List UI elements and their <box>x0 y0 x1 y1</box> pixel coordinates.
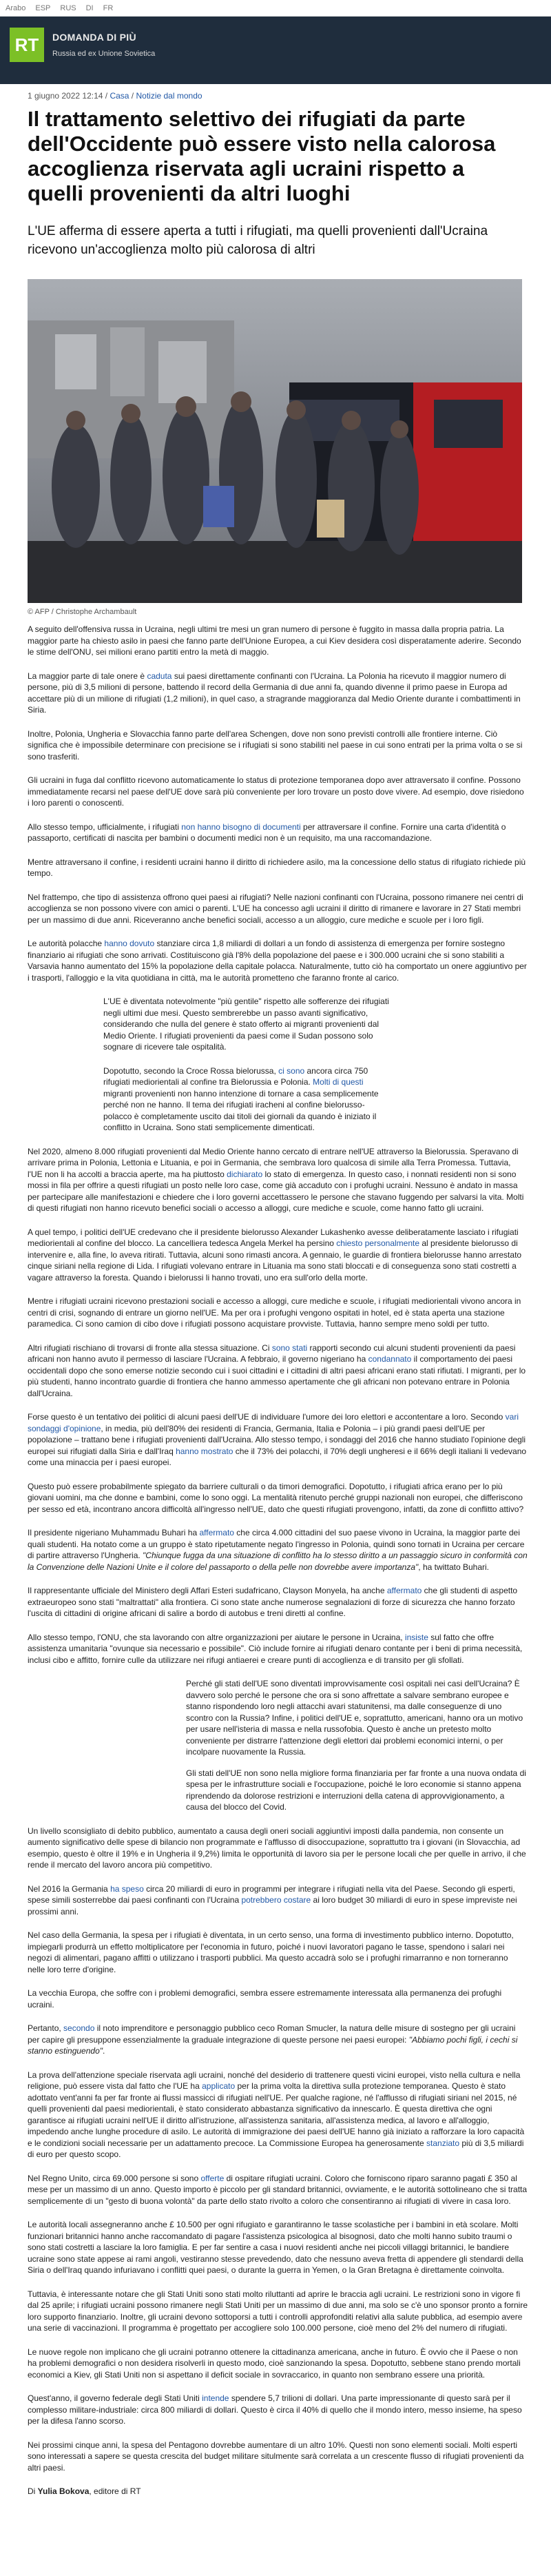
paragraph-text: il comportamento dei paesi occidentali dopo che sono emerse notizie secondo cui i suoi cittadini e i cittadini di altri paesi africani erano stati rifiutati. I migranti, per lo più studenti, hanno incontrato guardie di frontiera che hanno ammesso apertamente che gli africani non potevano entrare in Polonia dall'Ucraina. <box>28 1354 526 1398</box>
breadcrumb-home[interactable]: Casa <box>110 91 129 101</box>
inline-link[interactable]: ci sono <box>278 1065 305 1076</box>
site-header <box>0 17 551 84</box>
paragraph-text: che gli studenti di aspetto extraeuropeo sono stati "maltrattati" alla frontiera. Ci sono state anche numerose segnalazioni di forze di sicurezza che hanno forzato l'uscita di cittadini di origine africani di salire a bordo di autobus e treni diretti al confine. <box>28 1586 518 1618</box>
article-paragraph <box>28 1585 528 1619</box>
article-paragraph <box>28 1296 528 1330</box>
inline-link[interactable]: applicato <box>202 2081 236 2091</box>
inline-link[interactable]: stanziato <box>426 2138 460 2148</box>
article-paragraph: Mentre attraversano il confine, i residenti ucraini hanno il diritto di richiedere asilo, ma la concessione dello status di rifugiato richiede più tempo. <box>28 857 526 878</box>
inline-link[interactable]: hanno mostrato <box>176 1446 233 1456</box>
article-paragraph <box>28 1411 528 1469</box>
author-byline <box>28 2486 528 2497</box>
paragraph-text: La prova dell'attenzione speciale riservata agli ucraini, nonché del desiderio di trattenere questi vicini europei, visto nella cultura e nella religione, può essere vista dal fatto che l'UE ha <box>28 2069 521 2091</box>
article-paragraph <box>103 996 393 1053</box>
top-language-bar <box>0 0 551 17</box>
article-paragraph: Tuttavia, è interessante notare che gli Stati Uniti sono stati molto riluttanti ad aprire le braccia agli ucraini. Le restrizioni sono in vigore fi dal 25 aprile; i rifugiati ucraini possono rimanere negli Stati Uniti per un massimo di due anni, ma solo se c'è uno sponsor pronto a fornire loro supporto finanziario. Inoltre, gli ucraini devono sottoporsi a tutti i controlli approfonditi relativi alla salute pubblica, ad esempio avere una serie di vaccinazioni. Il programma è progettato per accogliere solo 100.000 persone, cioè meno del 2% del numero di rifugiati. <box>28 2289 528 2333</box>
article-paragraph: Le autorità locali assegneranno anche £ 10.500 per ogni rifugiato e garantiranno le tasse scolastiche per i bambini in età scolare. Molti funzionari britannici hanno anche raccomandato di pagare l'assistenza psicologica al bisognosi, dato che molti hanno subito traumi o sono stati costretti a lasciare la loro famiglia. E per far sentire a casa i nuovi residenti anche nei piccoli villaggi britannici, le bandiere ucraine sono state appese ai rami angoli, vestiranno stesse prevedendo, dato che nessuno aveva fretta di appendere gli stendardi della Siria o dell'Iraq quando infuriavano i conflitti quei paesi, o durante la guerra in Yemen, o la Gran Bretagna è direttamente coinvolta. <box>28 2220 523 2275</box>
inline-quote: "Chiunque fugga da una situazione di conflitto ha lo stesso diritto a un passaggio sicuro in conformità con la Convenzione delle Nazioni Unite e il colore del passaporto o della pelle non dovrebbe avere importanza" <box>28 1551 528 1572</box>
article-paragraph: Gli stati dell'UE non sono nella migliore forma finanziaria per far fronte a una nuova ondata di spesa per le infrastrutture sociali e l'occupazione, poiché le loro economie si stanno appena riprendendo da dolorose restrizioni e interruzioni della catena di approvvigionamento, a causa del blocco del Covid. <box>186 1768 526 1812</box>
article-paragraph <box>28 1342 528 1400</box>
paragraph-text: ancora circa 750 rifugiati mediorientali al confine tra Bielorussia e Polonia. <box>103 1065 368 1087</box>
publish-date: 1 giugno 2022 12:14 <box>28 91 103 101</box>
author-name[interactable]: Yulia Bokova <box>37 2486 90 2496</box>
section-tagline[interactable]: Russia ed ex Unione Sovietica <box>52 50 156 58</box>
paragraph-text: Nel 2020, almeno 8.000 rifugiati provenienti dal Medio Oriente hanno cercato di entrare nell'UE attraverso la Bielorussia. Speravano di arrivare prima in Polonia, Lettonia e Lituania, e poi in Germania, che sembrava loro qualcosa di simile alla Terra Promessa. Tuttavia, l'UE non li ha accolti a braccia aperte, ma ha piuttosto <box>28 1146 519 1179</box>
article-photo <box>28 279 522 603</box>
article-title: Il trattamento selettivo dei rifugiati da parte dell'Occidente può essere visto nella calorosa accoglienza riservata agli ucraini rispetto a quelli provenienti da altri luoghi <box>28 107 496 205</box>
refugees-train-photo <box>28 279 522 603</box>
article-paragraph <box>28 1227 528 1284</box>
inline-link[interactable]: hanno dovuto <box>104 939 155 948</box>
inline-link[interactable]: dichiarato <box>227 1169 263 1179</box>
paragraph-text: Le autorità polacche <box>28 939 105 948</box>
article-paragraph: Perché gli stati dell'UE sono diventati improvvisamente così ospitali nei casi dell'Ucraina? È davvero solo perché le persone che ora si sono affrettate a salvare sembrano europee e stanno rispondendo loro negli attacchi avari statunitensi, ma dalle conseguenze di uno scontro con la Russia? Infine, i politici dell'UE e, soprattutto, americani, hanno ora un motivo per usare nell'isteria di massa e nella russofobia. Questo è anche un pretesto molto conveniente per distrarre l'attenzione degli elettori dai problemi economici interni, o per incolpare nuovamente la Russia. <box>186 1679 523 1757</box>
photo-caption: © AFP / Christophe Archambault <box>28 608 137 616</box>
inline-link[interactable]: affermato <box>199 1528 234 1537</box>
paragraph-text: migranti provenienti non hanno intenzione di tornare a casa semplicemente perché non ne hanno. Il tema dei rifugiati iracheni al confine bielorusso-polacco è completamente uscito dai titoli dei giornali da quando è iniziato il conflitto in Ucraina. Sono stati semplicemente dimenticati. <box>103 1088 379 1132</box>
paragraph-text: per la prima volta la direttiva sulla protezione temporanea. Questo è stato adottato vent'anni fa per far fronte ai flussi massicci di rifugiati nell'UE. Per qualche ragione, né l'afflusso di rifugiati siriani nel 2015, né quelli provenienti dal paesi mediorientali, è stato considerato abbastanza significativo da innescarlo. È questa direttiva che ogni garantisce ai rifugiati ucraini nell'UE il diritto all'istruzione, all'assistenza sanitaria, all'assistenza medica, al lavoro e all'alloggio, impedendo anche lunghe procedure di asilo. Le autorità di immigrazione dei paesi dell'UE hanno già iniziato a rafforzare la loro capacità e le condizioni sociali necessarie per un adattamento precoce. La Commissione Europea ha generosamente <box>28 2081 525 2148</box>
article-paragraph: Nei prossimi cinque anni, la spesa del Pentagono dovrebbe aumentare di un altro 10%. Questi non sono elementi sociali. Molti esperti sono interessati a sapere se questa crescita del budget militare situlmente sarà correlata a un crescente flusso di rifugiati provenienti da altri paesi. <box>28 2440 524 2473</box>
inline-link[interactable]: condannato <box>368 1354 412 1364</box>
article-body <box>28 624 528 2510</box>
byline-suffix: , editore di RT <box>89 2486 141 2496</box>
inline-link[interactable]: ha speso <box>110 1883 144 1894</box>
article-paragraph: Questo può essere probabilmente spiegato da barriere culturali o da timori demografici. Dopotutto, i rifugiati africa erano per lo più giovani uomini, ma che donne e bambini, come lo sono oggi. La mentalità ritenuto perché gruppi nazionali non europei, che differiscono per sesso ed età, incontrano ancora difficoltà all'ingresso nell'UE, dato che questi rifugiati provengono, infatti, da zone di conflitto attivo? <box>28 1481 524 1514</box>
inline-link[interactable]: caduta <box>147 671 172 681</box>
article-paragraph: La vecchia Europa, che soffre con i problemi demografici, sembra essere estremamente interessata alla permanenza dei profughi ucraini. <box>28 1988 502 2010</box>
inline-link[interactable]: intende <box>202 2393 229 2403</box>
paragraph-text: che circa 4.000 cittadini del suo paese vivono in Ucraina, la maggior parte dei quali studenti. Ha notato come a un gruppo è stato ripetutamente negato l'ingresso in Polonia, quindi sono tornati in Ucraina per cercare di partire attraverso l'Ungheria. <box>28 1528 525 1560</box>
breadcrumb-section[interactable]: Notizie dal mondo <box>136 91 202 101</box>
paragraph-text: Dopotutto, secondo la Croce Rossa bielorussa, <box>103 1065 279 1076</box>
paragraph-text: sui paesi direttamente confinanti con l'Ucraina. La Polonia ha ricevuto il maggior numero di persone, più di 3,5 milioni di persone, battendo il record della Germania di due anni fa, quando divenne il primo paese in Europa ad accettare più di un milione di rifugiati (1,2 milioni), in quel caso, a stragrande maggioranza dal Medio Oriente durante i combattimenti in Siria. <box>28 671 521 715</box>
lang-link[interactable]: Arabo <box>6 3 26 12</box>
paragraph-text: il noto imprenditore e personaggio pubblico ceco Roman Smucler, la natura delle misure di sostegno per gli ucraini per capire gli presuppone essenzialmente la graduale integrazione di queste persone nei paesi europei: <box>28 2023 516 2045</box>
article-lead: L'UE afferma di essere aperta a tutti i rifugiati, ma quelli provenienti dall'Ucraina ricevono un'accoglienza molto più calorosa di altri <box>28 224 488 257</box>
inline-link[interactable]: insiste <box>404 1632 428 1642</box>
paragraph-text: Pertanto, <box>28 2023 64 2033</box>
paragraph-text: circa 20 miliardi di euro in programmi per integrare i rifugiati nella vita del Paese. Secondo gli esperti, spese simili sosterrebbe dai paesi confinanti con l'Ucraina <box>28 1883 515 1905</box>
paragraph-text: Forse questo è un tentativo dei politici di alcuni paesi dell'UE di individuare l'umore dei loro elettori e accontentare a loro. Secondo <box>28 1412 506 1422</box>
paragraph-text: che il 73% dei polacchi, il 70% degli ungheresi e il 66% degli italiani li vedevano come una minaccia per i paesi europei. <box>28 1446 527 1467</box>
paragraph-text: Allo stesso tempo, ufficialmente, i rifugiati <box>28 821 182 832</box>
article-paragraph <box>28 2173 528 2207</box>
paragraph-text: Mentre i rifugiati ucraini ricevono prestazioni sociali e accesso a alloggi, cure mediche e scuole, i rifugiati mediorientali vivono ancora in centri di crisi, sognando di entrare un giorno nell'UE. Ma per ora i profughi vengono ospitati in hotel, ed è stata aperta una stazione paramedica. Ci sono camion di cibo dove i rifugiati possono acquistare provviste. Tuttavia, hanno sempre meno soldi per tutto. <box>28 1296 521 1329</box>
article-paragraph <box>28 2393 528 2427</box>
paragraph-text: Nel Regno Unito, circa 69.000 persone si sono <box>28 2173 201 2183</box>
rt-logo[interactable]: RT <box>10 28 44 62</box>
meta-sep: / <box>129 91 136 101</box>
article-paragraph <box>28 1883 528 1918</box>
lang-link[interactable]: RUS <box>60 3 76 12</box>
byline-prefix: Di <box>28 2486 38 2496</box>
paragraph-text: di ospitare rifugiati ucraini. Coloro che forniscono riparo saranno pagati £ 350 al mese per un massimo di un anno. Questo importo è piccolo per gli standard britannici, ovviamente, e le autorità sottolineano che si tratta semplicemente di un "gesto di buona volontà" da parte dello stato rivolto a coloro che consentiranno ai rifugiati di vivere in casa loro. <box>28 2173 528 2206</box>
inline-link[interactable]: Molti di questi <box>313 1077 364 1087</box>
paragraph-text: stanziare circa 1,8 miliardi di dollari a un fondo di assistenza di emergenza per fornire sostegno finanziario ai rifugiati che sono arrivati. Costituiscono già l'8% della popolazione del paese e i 300.000 ucraini che si sono stabiliti a Varsavia hanno aumentato del 15% la popolazione della capitale polacca. Naturalmente, tutto ciò ha comportato un onere aggiuntivo per i trasporti, l'alloggio e la vita quotidiana in città, ma le autorità prometteno che faranno fronte al carico. <box>28 939 527 983</box>
pull-quote-block <box>186 1678 528 1813</box>
article-paragraph <box>28 2069 528 2160</box>
article-meta <box>28 91 202 101</box>
paragraph-text: A quel tempo, i politici dell'UE credevano che il presidente bielorusso Alexander Lukashenko avesse deliberatamente lasciato i rifugiati mediorientali al confine del blocco. La cancelliera tedesca Angela Merkel ha persino <box>28 1227 519 1248</box>
inline-link[interactable]: chiesto personalmente <box>336 1238 420 1248</box>
article-paragraph <box>103 1065 393 1134</box>
article-paragraph <box>28 671 528 716</box>
paragraph-text: Il rappresentante ufficiale del Ministero degli Affari Esteri sudafricano, Clayson Monyela, ha anche <box>28 1586 387 1595</box>
meta-sep: / <box>103 91 110 101</box>
paragraph-text: , ha twittato Buhari. <box>418 1562 490 1572</box>
inline-link[interactable]: secondo <box>63 2023 95 2033</box>
inline-link[interactable]: non hanno bisogno di documenti <box>181 821 301 832</box>
inline-link[interactable]: potrebbero costare <box>241 1895 311 1905</box>
inline-quote: "Abbiamo pochi figli, i cechi si stanno estinguendo" <box>28 2034 518 2056</box>
paragraph-text: Il presidente nigeriano Muhammadu Buhari ha <box>28 1528 200 1537</box>
paragraph-text: Quest'anno, il governo federale degli Stati Uniti <box>28 2393 202 2403</box>
paragraph-text: al presidente bielorusso di intervenire e, alla fine, lo aveva ritirati. Tuttavia, alcuni sono rimasti ancora. A gennaio, le guardie di frontiera bielorusse hanno arrestato cinque siriani nella regione di Lida. I rifugiati volevano entrare in Lituania ma sono stati bloccati e di conseguenza sono stati costretti a vagare attraverso la foresta. Quando i bielorussi li hanno trovati, uno era sull'orlo della morte. <box>28 1238 522 1282</box>
paragraph-text: Altri rifugiati rischiano di trovarsi di fronte alla stessa situazione. Ci <box>28 1342 272 1353</box>
inline-link[interactable]: vari sondaggi d'opinione <box>28 1412 519 1433</box>
article-paragraph: Un livello sconsigliato di debito pubblico, aumentato a causa degli oneri sociali aggiuntivi imposti dalla pandemia, non consente un aumento significativo delle spese di bilancio non programmate e l'afflusso di disoccupazione, soprattutto tra i giovani (in Slovacchia, ad esempio, questo è oltre il 19% e in Ungheria il 9,2%) limita le opportunità di lavoro sia per le persone locali che per quelle in arrivo, il che rende il mercato del lavoro ancora più competitivo. <box>28 1826 526 1870</box>
article-paragraph: Gli ucraini in fuga dal conflitto ricevono automaticamente lo status di protezione temporanea dopo aver attraversato il confine. Possono immediatamente recarsi nel paese dell'UE dove sarà più conveniente per loro trovare un posto dove vivere. Ad esempio, dove risiedono i loro parenti o conoscenti. <box>28 775 524 808</box>
article-paragraph <box>28 1527 528 1573</box>
paragraph-text: sul fatto che offre assistenza umanitaria "ovunque sia necessario e possibile". Ciò include fornire ai rifugiati denaro contante per i beni di prima necessità, inclusi cibo e affitto, fornire culle da utilizzare nei rifugi antiaerei e creare punti di accoglienza e di transito per gli sfollati. <box>28 1632 523 1665</box>
paragraph-text: . <box>103 2046 105 2056</box>
article-paragraph: A seguito dell'offensiva russa in Ucraina, negli ultimi tre mesi un gran numero di persone è fuggito in massa dalla propria patria. La maggior parte ha chiesto asilo in paesi che fanno parte dell'Unione Europea, a cui Kiev desidera così disperatamente aderire. Secondo le stime dell'ONU, sei milioni erano partiti entro la metà di maggio. <box>28 624 521 657</box>
paragraph-text: , in media, più dell'80% dei residenti di Francia, Germania, Italia e Polonia – i più grandi paesi dell'UE per popolazione – trattano bene i rifugiati provenienti dall'Ucraina. Allo stesso tempo, i sondaggi del 2016 che hanno studiato l'opinione degli europei sui rifugiati dalla Siria e dall'Iraq <box>28 1423 526 1456</box>
article-paragraph: Nel caso della Germania, la spesa per i rifugiati è diventata, in un certo senso, una forma di investimento pubblico interno. Dopotutto, impiegarli produrrà un effetto moltiplicatore per l'economia in futuro, poiché i nuovi lavoratori pagano le tasse, spendono i salari nei negozi di alimentari, pagano affitti o utilizzano i trasporti pubblici. Ma questo accadrà solo se i profughi rimarranno e non torneranno nelle loro terre d'origine. <box>28 1930 514 1974</box>
inline-link[interactable]: offerte <box>200 2173 225 2183</box>
paragraph-text: La maggior parte di tale onere è <box>28 671 147 681</box>
lang-link[interactable]: ESP <box>35 3 51 12</box>
article-paragraph <box>28 821 528 844</box>
paragraph-text: rapporti secondo cui alcuni studenti provenienti da paesi africani non hanno avuto il permesso di lasciare l'Ucraina. A febbraio, il governo nigeriano ha <box>28 1342 516 1364</box>
paragraph-text: lo stato di emergenza. In questo caso, i nonnati residenti non si sono mossi in fila per offrire a questi rifugiati un posto nelle loro case, come già accaduto con i profughi ucraini. Nessuno è andato in massa per partecipare alle manifestazioni e chiedere che i loro governi accettassero le persone che stavano fuggendo per salvarsi la vita. Molti di questi rifugiati non hanno ricevuto benefici sociali o accesso a alloggi, cure mediche e scuole, come hanno fatto gli ucraini. <box>28 1169 524 1213</box>
paragraph-text: ai loro budget 30 miliardi di euro in spese impreviste nei prossimi anni. <box>28 1895 517 1916</box>
brand-slogan: DOMANDA DI PIÙ <box>52 32 136 43</box>
paragraph-text: per attraversare il confine. Fornire una carta d'identità o passaporto, certificati di nascita per bambini o documenti medici non è un requisito, ma una raccomandazione. <box>28 821 506 843</box>
paragraph-text: più di 3,5 miliardi di euro per questo scopo. <box>28 2138 524 2159</box>
inline-link[interactable]: sono stati <box>271 1342 308 1353</box>
lang-link[interactable]: DI <box>85 3 94 12</box>
article-paragraph: Nel frattempo, che tipo di assistenza offrono quei paesi ai rifugiati? Nelle nazioni confinanti con l'Ucraina, possono rimanere nei centri di accoglienza se non possono vivere con amici o parenti. L'UE ha concesso agli ucraini il diritto di rimanere e lavorare in 27 Stati membri per un massimo di due anni. Riceveranno anche benefici sociali, accesso a un alloggio, cure mediche e scuole per i loro figli. <box>28 892 523 925</box>
article-paragraph <box>28 938 528 983</box>
article-paragraph <box>28 2023 528 2057</box>
lang-link[interactable]: FR <box>103 3 114 12</box>
article-paragraph: Inoltre, Polonia, Ungheria e Slovacchia fanno parte dell'area Schengen, dove non sono previsti controlli alle frontiere interne. Ciò significa che è impossibile determinare con precisione se i rifugiati si sono stabiliti nel paese in cui sono entrati per la prima volta o se si sono trasferiti. <box>28 728 523 761</box>
article-paragraph: Le nuove regole non implicano che gli ucraini potranno ottenere la cittadinanza americana, anche in futuro. È ovvio che il Paese o non ha problemi demografici o non desidera risolverli in questo modo, cioè sanzionando la spesa. Dopotutto, sebbene stano prendo mortali economici a Kiev, gli Stati Uniti non si aspettano il deficit sociale in sovraccarico, in quanto non sembrano essere una priorità. <box>28 2347 521 2380</box>
paragraph-text: spendere 5,7 trilioni di dollari. Una parte impressionante di questo sarà per il complesso militare-industriale: circa 800 miliardi di dollari. Questo è circa il 40% di quello che il mondo intero, messo insieme, ha speso per la difesa l'anno scorso. <box>28 2393 522 2426</box>
article-paragraph <box>28 1146 528 1214</box>
paragraph-text: L'UE è diventata notevolmente "più gentile" rispetto alle sofferenze dei rifugiati negli ultimi due mesi. Questo sembrerebbe un passo avanti significativo, considerando che nulla del genere è stato offerto ai migranti provenienti dal Medio Oriente. I rifugiati provenienti da paesi come il Sudan possono solo sognare di ricevere tale ospitalità. <box>103 996 389 1052</box>
paragraph-text: Nel 2016 la Germania <box>28 1883 111 1894</box>
article-paragraph <box>28 1632 528 1666</box>
paragraph-text: Allo stesso tempo, l'ONU, che sta lavorando con altre organizzazioni per aiutare le persone in Ucraina, <box>28 1632 405 1642</box>
inline-link[interactable]: affermato <box>386 1586 422 1595</box>
